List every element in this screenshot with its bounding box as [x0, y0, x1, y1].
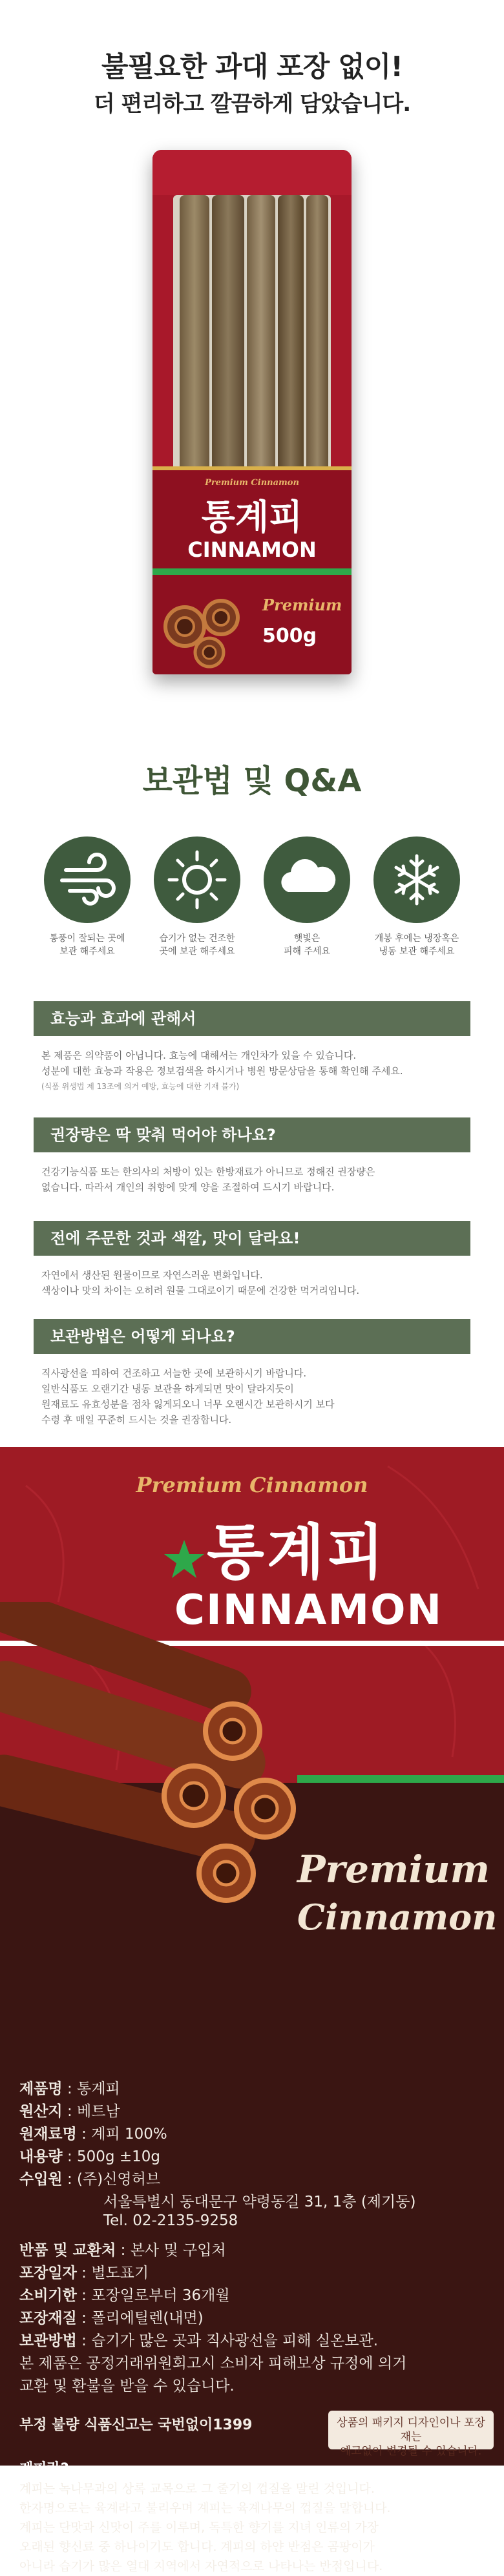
- info-row: 수입원 : (주)신영허브: [19, 2171, 161, 2188]
- star-icon: [162, 1537, 207, 1583]
- qa-answer-3-line2: 색상이나 맛의 차이는 오히려 원물 그대로이기 때문에 건강한 먹거리입니다.: [41, 1285, 360, 1296]
- headline-line2: 더 편리하고 깔끔하게 담았습니다.: [93, 91, 411, 117]
- label-name-kr: 통계피: [207, 1518, 387, 1587]
- cinnamon-stick: [278, 195, 304, 486]
- info-row: 반품 및 교환처 : 본사 및 구입처: [19, 2242, 226, 2259]
- icon-label-3-line1: 햇빛은: [293, 933, 320, 944]
- info-row: 내용량 : 500g ±10g: [19, 2148, 160, 2165]
- package-top-seal: [152, 150, 352, 195]
- qa-answer-1: [41, 1048, 461, 1094]
- cinnamon-stick: [306, 195, 328, 486]
- cinnamon-sticks-illustration: [0, 1602, 304, 1964]
- qa-answer-4-line1: 직사광선을 피하여 건조하고 서늘한 곳에 보관하시기 바랍니다.: [41, 1367, 307, 1379]
- cinnamon-stick: [247, 195, 275, 486]
- info-row: 제품명 : 통계피: [19, 2081, 120, 2097]
- package-premium-small: Premium Cinnamon: [205, 478, 299, 488]
- qa-answer-4-line2: 일반식품도 오랜기간 냉동 보관을 하게되면 맛이 달라지듯이: [41, 1383, 294, 1395]
- qa-title: 보관법 및 Q&A: [142, 763, 362, 799]
- wind-icon: [44, 836, 131, 923]
- qa-question-2: 권장량은 딱 맞춰 먹어야 하나요?: [34, 1117, 470, 1152]
- qa-question-3: 전에 주문한 것과 색깔, 맛이 달라요!: [34, 1221, 470, 1256]
- about-cinnamon: [19, 2460, 488, 2576]
- about-line2: 한자명으로는 육계라고 불리우며 계피는 육계나무의 껍질을 말합니다.: [19, 2501, 391, 2515]
- label-premium-small: Premium Cinnamon: [136, 1473, 368, 1497]
- notice-line1: 상품의 패키지 디자인이나 포장재는: [337, 2416, 485, 2444]
- about-line4: 오래된 향신료 중 하나이기도 합니다. 계피의 하얀 반점은 곰팡이가: [19, 2540, 375, 2554]
- package-cinnamon-rolls-illustration: [159, 581, 256, 672]
- notice-line2: 예고없이 변경될 수 있습니다.: [340, 2445, 482, 2458]
- package-green-stripe: [152, 568, 352, 575]
- icon-label-1-line2: 보관 해주세요: [59, 946, 115, 957]
- qa-answer-2-line2: 없습니다. 따라서 개인의 취향에 맞게 양을 조절하여 드시기 바랍니다.: [41, 1181, 335, 1193]
- info-row: 원재료명 : 계피 100%: [19, 2126, 167, 2143]
- qa-question-1: 효능과 효과에 관해서: [34, 1001, 470, 1036]
- qa-answer-2-line1: 건강기능식품 또는 한의사의 처방이 있는 한방재료가 아니므로 정해진 권장량은: [41, 1166, 375, 1178]
- info-row: 포장일자 : 별도표기: [19, 2265, 149, 2281]
- report-hotline: 부정 불량 식품신고는 국번없이1399: [19, 2417, 253, 2433]
- qa-answer-1-line1: 본 제품은 의약품이 아닙니다. 효능에 대해서는 개인차가 있을 수 있습니다.: [41, 1050, 357, 1061]
- qa-answer-1-note: (식품 위생법 제 13조에 의거 예방, 효능에 대한 기재 불가): [41, 1082, 240, 1091]
- cloud-icon: [264, 836, 350, 923]
- package-name-kr: 통계피: [201, 497, 303, 537]
- about-line3: 계피는 단맛과 신맛이 주를 이루며, 독특한 향기를 지녀 인류의 가장: [19, 2520, 379, 2535]
- package-window: [173, 195, 331, 486]
- info-row: 포장재질 : 폴리에틸렌(내면): [19, 2310, 204, 2327]
- sun-icon: [154, 836, 240, 923]
- qa-answer-3: [41, 1267, 461, 1298]
- product-label-section: [0, 1447, 504, 2573]
- storage-tip-ventilation: [32, 836, 142, 958]
- about-line5: 아니라 습기가 많은 열대 지역에서 자연적으로 나타나는 반점입니다.: [19, 2559, 383, 2573]
- about-title: 계피란?: [19, 2461, 69, 2477]
- cinnamon-stick: [212, 195, 244, 486]
- qa-answer-4: [41, 1366, 461, 1428]
- package-change-notice: [328, 2411, 494, 2458]
- importer-address: 서울특별시 동대문구 약령동길 31, 1층 (제기동): [103, 2194, 416, 2210]
- info-row: 보관방법 : 습기가 많은 곳과 직사광선을 피해 실온보관.: [19, 2332, 379, 2349]
- qa-answer-2: [41, 1164, 461, 1195]
- qa-answer-1-line2: 성분에 대한 효능과 작용은 정보검색을 하시거나 병원 방문상담을 통해 확인해 주세요.: [41, 1065, 403, 1077]
- qa-answer-4-line4: 수령 후 매일 꾸준히 드시는 것을 권장합니다.: [41, 1414, 232, 1426]
- importer-tel: Tel. 02-2135-9258: [103, 2212, 238, 2229]
- cinnamon-stick: [180, 195, 209, 486]
- qa-section: [0, 730, 504, 1447]
- label-premium-big1: Premium: [297, 1847, 490, 1891]
- qa-question-4: 보관방법은 어떻게 되나요?: [34, 1319, 470, 1354]
- qa-answer-4-line3: 원재료도 유효성분을 점차 잃게되오니 너무 오랜시간 보관하시기 보다: [41, 1398, 335, 1410]
- info-row: 소비기한 : 포장일로부터 36개월: [19, 2287, 230, 2304]
- icon-label-4-line2: 냉동 보관 해주세요: [379, 946, 455, 957]
- icon-label-2-line2: 곳에 보관 해주세요: [159, 946, 235, 957]
- product-package-image: [152, 150, 352, 674]
- icon-label-4-line1: 개봉 후에는 냉장혹은: [374, 933, 459, 944]
- about-line1: 계피는 녹나무과의 상록 교목으로 그 줄기의 껍질을 말린 것입니다.: [19, 2482, 375, 2496]
- package-weight: 500g: [262, 625, 317, 647]
- icon-label-2-line1: 습기가 없는 건조한: [159, 933, 235, 944]
- package-premium-script: Premium: [262, 596, 342, 614]
- storage-tip-shade: [252, 836, 362, 958]
- headline-line1: 불필요한 과대 포장 없이!: [101, 51, 403, 83]
- package-gold-line: [152, 466, 352, 470]
- storage-tip-dry: [142, 836, 252, 958]
- package-name-en: CINNAMON: [187, 537, 317, 562]
- label-premium-big2: Cinnamon: [297, 1896, 498, 1938]
- storage-tip-freeze: [362, 836, 472, 958]
- icon-label-3-line2: 피해 주세요: [283, 946, 331, 957]
- consumer-notice-line2: 교환 및 환불을 받을 수 있습니다.: [19, 2378, 235, 2394]
- consumer-notice-line1: 본 제품은 공정거래위원회고시 소비자 피해보상 규정에 의거: [19, 2355, 407, 2372]
- icon-label-1-line1: 통풍이 잘되는 곳에: [49, 933, 125, 944]
- label-name-en: CINNAMON: [174, 1586, 443, 1634]
- qa-answer-3-line1: 자연에서 생산된 원물이므로 자연스러운 변화입니다.: [41, 1269, 263, 1281]
- packaging-section: [0, 0, 504, 730]
- snowflake-icon: [373, 836, 460, 923]
- info-row: 원산지 : 베트남: [19, 2103, 120, 2120]
